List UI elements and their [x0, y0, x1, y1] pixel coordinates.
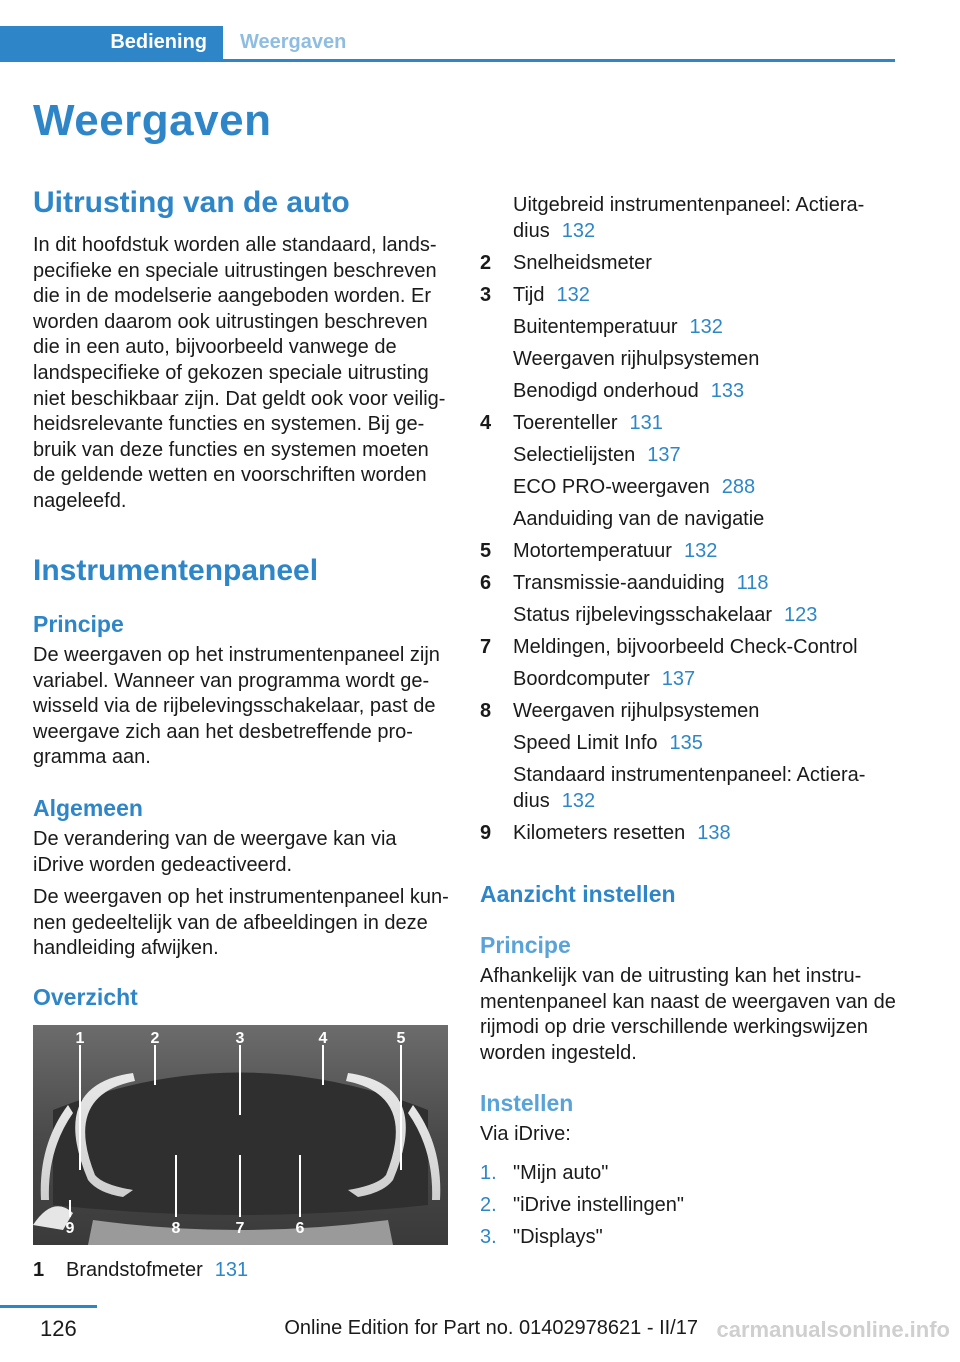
subheading-instellen: Instellen — [480, 1090, 574, 1116]
legend-item-8c — [480, 763, 900, 815]
section-body-uitrusting: In dit hoofdstuk worden alle standaard, lands-pecifieke en speciale uitrustingen beschreven die in de modelserie aangeboden worden. Er worden daarom ook uitrustingen beschreven die in een auto, bijvoorbeeld vanwege de landspecifieke of gekozen speciale uitrusting niet beschikbaar zijn. Dat geldt ook voor veilig-heidsrelevante functies en systemen. Bij ge-bruik van deze functies en systemen moeten de geldende wetten en voorschriften worden nageleefd. — [33, 234, 446, 512]
subheading-principe: Principe — [33, 611, 124, 637]
page-reference-link[interactable]: 131 — [629, 412, 663, 434]
callout-8: 8 — [171, 1220, 181, 1237]
callout-9: 9 — [65, 1220, 75, 1237]
section-heading-uitrusting: Uitrusting van de auto — [33, 186, 350, 219]
legend-item-1-continued — [480, 193, 900, 245]
tab-bediening[interactable]: Bediening — [0, 26, 223, 59]
instrument-cluster-figure — [33, 1025, 448, 1245]
instellen-intro: Via iDrive: — [480, 1123, 571, 1145]
legend-text: Selectielijsten — [513, 444, 636, 466]
page-reference-link[interactable]: 135 — [669, 732, 703, 754]
principe-body-2: Afhankelijk van de uitrusting kan het instru-mentenpaneel kan naast de weergaven van de rijmodi op drie verschillende werkingswijzen worden ingesteld. — [480, 965, 896, 1064]
step-text: "Mijn auto" — [513, 1162, 609, 1184]
step-number: 3. — [480, 1226, 497, 1248]
legend-text: Tijd — [513, 284, 545, 306]
legend-text: Weergaven rijhulpsystemen — [513, 348, 760, 370]
legend-number: 1 — [33, 1259, 45, 1281]
subheading-aanzicht-instellen: Aanzicht instellen — [480, 881, 676, 907]
algemeen-body-2: De weergaven op het instrumentenpaneel kun-nen gedeeltelijk van de afbeeldingen in deze handleiding afwijken. — [33, 886, 449, 960]
legend-text: Weergaven rijhulpsystemen — [513, 700, 760, 722]
legend-text: Transmissie-aanduiding — [513, 572, 725, 594]
callout-4: 4 — [318, 1030, 328, 1047]
step-number: 2. — [480, 1194, 497, 1216]
legend-number: 5 — [480, 540, 492, 562]
page-reference-link[interactable]: 137 — [647, 444, 681, 466]
callout-2: 2 — [150, 1030, 160, 1047]
page-title: Weergaven — [33, 96, 272, 145]
legend-text: Aanduiding van de navigatie — [513, 508, 765, 530]
callout-3: 3 — [235, 1030, 245, 1047]
page-reference-link[interactable]: 118 — [736, 572, 769, 594]
legend-text: Status rijbelevingsschakelaar — [513, 604, 773, 626]
subheading-algemeen: Algemeen — [33, 795, 143, 821]
step-text: "Displays" — [513, 1226, 603, 1248]
watermark: carmanualsonline.info — [716, 1317, 950, 1342]
algemeen-body-1: De verandering van de weergave kan via iDrive worden gedeactiveerd. — [33, 828, 397, 876]
page-reference-link[interactable]: 132 — [683, 540, 718, 562]
callout-5: 5 — [396, 1030, 406, 1047]
page-reference-link[interactable]: 137 — [661, 668, 696, 690]
legend-number: 2 — [480, 252, 492, 274]
callout-6: 6 — [295, 1220, 305, 1237]
legend-text: Toerenteller — [513, 412, 618, 434]
legend-text: Boordcomputer — [513, 668, 650, 690]
legend-text: Uitgebreid instrumentenpaneel: Actiera-dius — [513, 194, 865, 242]
page-reference-link[interactable]: 132 — [556, 284, 590, 306]
legend-text: Snelheidsmeter — [513, 252, 652, 274]
page-reference-link[interactable]: 131 — [214, 1259, 249, 1281]
page-reference-link[interactable]: 133 — [710, 380, 745, 402]
header-tabbar — [0, 26, 895, 62]
page-number: 126 — [40, 1316, 77, 1341]
legend-number: 4 — [480, 412, 492, 434]
section-heading-instrumentenpaneel: Instrumentenpaneel — [33, 554, 319, 587]
legend-text: Brandstofmeter — [66, 1259, 203, 1281]
page-reference-link[interactable]: 132 — [689, 316, 723, 338]
legend-number: 6 — [480, 572, 492, 594]
legend-text: Meldingen, bijvoorbeeld Check-Control — [513, 636, 858, 658]
legend-text: Benodigd onderhoud — [513, 380, 699, 402]
principe-body: De weergaven op het instrumentenpaneel zijn variabel. Wanneer van programma wordt ge-wisseld via de rijbelevingsschakelaar, past de weergave zich aan het desbetreffende pro-gramma aan. — [33, 644, 440, 769]
legend-text: Kilometers resetten — [513, 822, 686, 844]
legend-text: Speed Limit Info — [513, 732, 658, 754]
page-reference-link[interactable]: 132 — [561, 789, 596, 812]
page-reference-link[interactable]: 138 — [697, 822, 731, 844]
edition-text: Online Edition for Part no. 01402978621 - II/17 — [284, 1317, 698, 1339]
callout-1: 1 — [75, 1030, 85, 1047]
tab-weergaven[interactable]: Weergaven — [240, 31, 347, 53]
subheading-overzicht: Overzicht — [33, 984, 138, 1010]
legend-text: Buitentemperatuur — [513, 316, 678, 338]
legend-number: 7 — [480, 636, 492, 658]
legend-number: 8 — [480, 700, 492, 722]
legend-text: ECO PRO-weergaven — [513, 476, 710, 498]
legend-text: Standaard instrumentenpaneel: Actiera-dius — [513, 764, 866, 812]
step-number: 1. — [480, 1162, 497, 1184]
callout-7: 7 — [235, 1220, 245, 1237]
step-text: "iDrive instellingen" — [513, 1194, 684, 1216]
page-reference-link[interactable]: 132 — [561, 219, 596, 242]
footer-rule — [0, 1305, 97, 1308]
legend-number: 9 — [480, 822, 492, 844]
page-reference-link[interactable]: 288 — [721, 476, 756, 498]
subheading-principe-2: Principe — [480, 932, 571, 958]
legend-text: Motortemperatuur — [513, 540, 672, 562]
legend-number: 3 — [480, 284, 492, 306]
page-reference-link[interactable]: 123 — [784, 604, 818, 626]
